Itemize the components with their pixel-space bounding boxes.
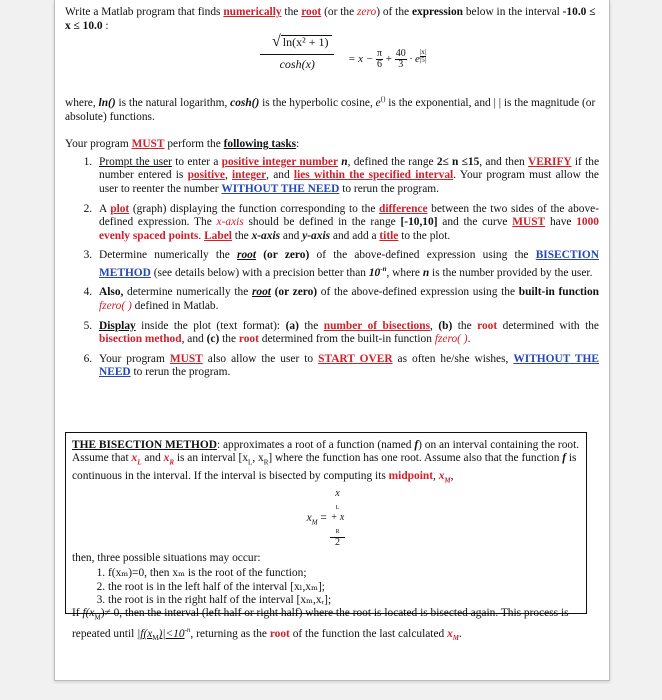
task-list <box>65 156 599 380</box>
document-content <box>65 6 599 386</box>
bisection-then: then, three possible situations may occur: <box>72 552 261 565</box>
main-equation <box>65 33 599 91</box>
bisection-cases <box>72 567 580 607</box>
case-item: 3. the root is in the right half of the interval [xₘ,xᵣ]; <box>108 594 580 607</box>
equation-fraction: $\frac{\text{√ ln(x² + 1)}}{\cosh(x)}$ <box>260 33 334 71</box>
task-item-5: 5. Display inside the plot (text format): (a) the number of bisections, (b) the root determined with the bisection method, and (c) the root determined from the built-in function fzero( ). <box>95 320 599 347</box>
equation-rhs: = x − $\frac{\pi}{6}$ + $\frac{40}{3}$ · e $\frac{|x|}{|5|}$ <box>348 48 427 71</box>
task-item-6: 6. Your program MUST also allow the user to START OVER as often he/she wishes, WITHOUT THE NEED to rerun the program. <box>95 353 599 380</box>
task-item-1: 1. Prompt the user to enter a positive integer number n, defined the range 2≤ n ≤15, and then VERIFY if the number entered is positive, integer, and lies within the specified interval. Your program must allow the user to reenter the number WITHOUT THE NEED to rerun the program. <box>95 156 599 197</box>
bisection-description: THE BISECTION METHOD: approximates a root of a function (named f) on an interval containing the root. Assume that $x_L$ and $x_R$ is an interval [$x_L$, $x_R$] where the function has one root. Assume also that the function f is continuous in the interval. If the interval is bisected by computing its midpoint, $x_M$, <box>72 439 580 484</box>
intro-paragraph: Write a Matlab program that finds numerically the root (or the zero) of the expression below in the interval -10.0 ≤ x ≤ 10.0 : <box>65 6 596 32</box>
task-item-3: 3. Determine numerically the root (or zero) of the above-defined expression using the BISECTION METHOD (see details below) with a precision better than $10^{-n}$, where n is the number provided by the user. <box>95 249 599 280</box>
tasks-heading: Your program MUST perform the following tasks: <box>65 138 300 151</box>
document-page <box>54 0 610 681</box>
midpoint-formula: $x_M$ = x $_L$ + x $_R$ 2 <box>306 488 345 549</box>
where-paragraph: where, ln() is the natural logarithm, cosh() is the hyperbolic cosine, e() is the exponential, and | | is the magnitude (or absolute) functions. <box>65 95 596 123</box>
equation-denominator: cosh(x) <box>279 56 315 71</box>
bisection-method-box <box>65 432 587 643</box>
task-item-4: 4. Also, determine numerically the root (or zero) of the above-defined expression using the built-in function fzero( ) defined in Matlab. <box>95 286 599 313</box>
sqrt-argument: ln(x² + 1) <box>281 35 333 50</box>
case-item: 1. f(xₘ)=0, then xₘ is the root of the function; <box>108 567 580 580</box>
case-item: 2. the root is in the left half of the interval [xₗ,xₘ]; <box>108 581 580 594</box>
task-item-2: 2. A plot (graph) displaying the function corresponding to the difference between the two sides of the above-defined expression. The x-axis should be defined in the range [-10,10] and the curve MUST have 1000 evenly spaced points. Label the x-axis and y-axis and add a title to the plot. <box>95 203 599 244</box>
bisection-repeat: If $f(x_M)\ne 0$, then the interval (left half or right half) where the root is located is bisected again. This process is repeated until $|f(x_M)|<10^{-n}$, returning as the root of the function the last calculated $x_M$. <box>72 606 569 643</box>
